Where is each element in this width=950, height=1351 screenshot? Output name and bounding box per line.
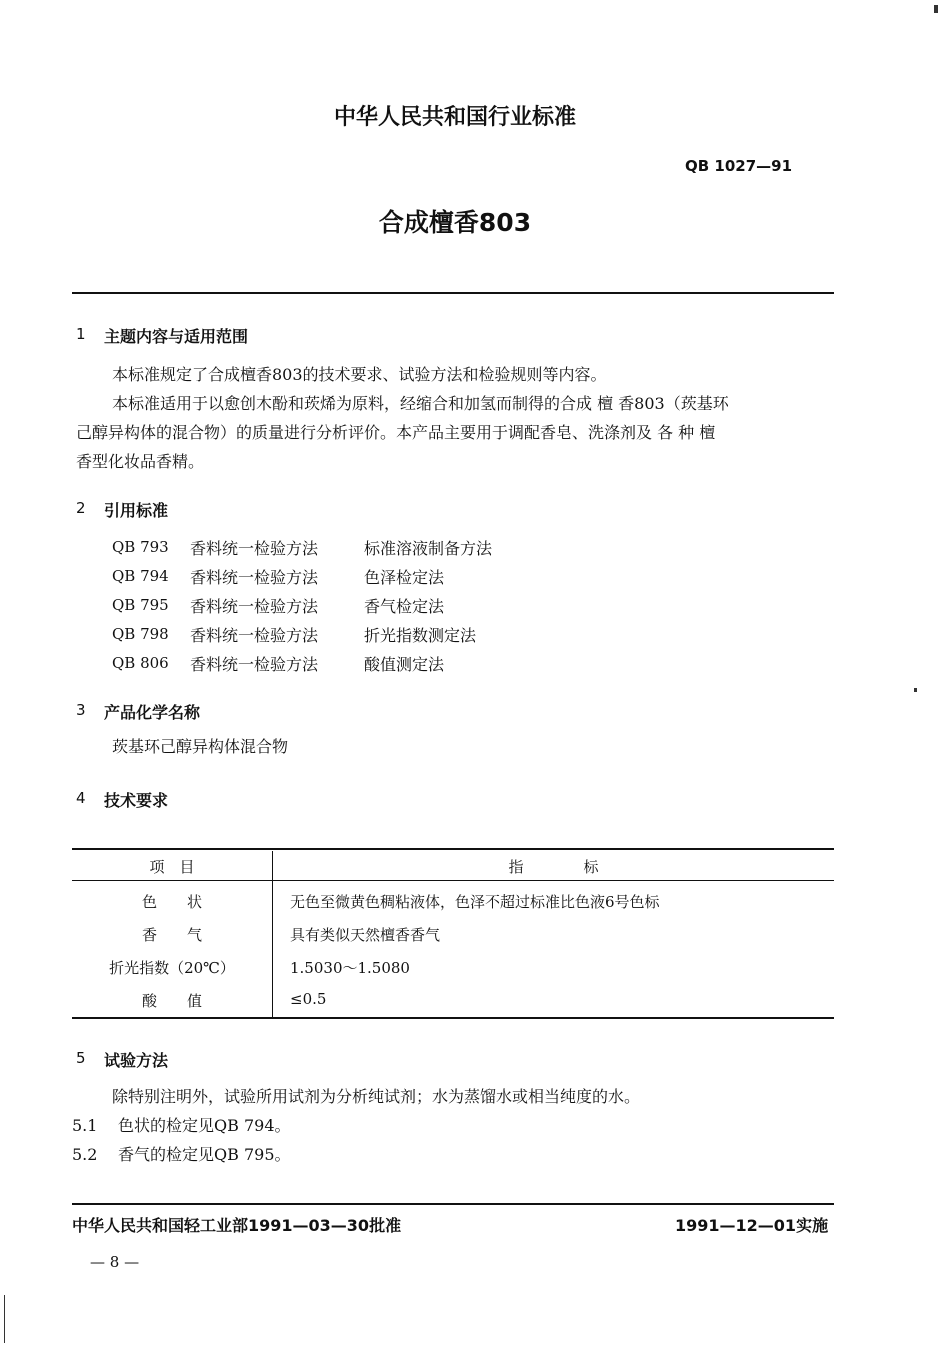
section-3-title: 产品化学名称 <box>104 703 201 722</box>
section-5-paragraph: 除特别注明外，试验所用试剂为分析纯试剂；水为蒸馏水或相当纯度的水。 <box>112 1087 641 1106</box>
table-top-rule <box>72 848 834 850</box>
subsection-5-1-number: 5.1 <box>72 1116 98 1135</box>
section-5-title: 试验方法 <box>104 1051 169 1070</box>
subsection-5-2-number: 5.2 <box>72 1145 98 1164</box>
reference-name: 色泽检定法 <box>364 568 445 587</box>
reference-code: QB 793 <box>112 538 169 556</box>
section-3-chemical-name: 莰基环己醇异构体混合物 <box>112 737 289 756</box>
reference-code: QB 794 <box>112 567 169 585</box>
table-bottom-rule <box>72 1017 834 1019</box>
table-cell-item: 折光指数（20℃） <box>109 959 235 977</box>
section-4-title: 技术要求 <box>104 791 169 810</box>
table-cell-item: 香 气 <box>141 926 202 944</box>
reference-category: 香料统一检验方法 <box>190 568 319 587</box>
table-cell-item: 色 状 <box>141 893 202 911</box>
reference-name: 香气检定法 <box>364 597 445 616</box>
subsection-5-1-text: 色状的检定见QB 794。 <box>118 1116 291 1135</box>
page-number: — 8 — <box>90 1253 140 1271</box>
reference-category: 香料统一检验方法 <box>190 626 319 645</box>
reference-name: 酸值测定法 <box>364 655 445 674</box>
section-1-title: 主题内容与适用范围 <box>104 327 249 346</box>
table-header-rule <box>72 880 834 881</box>
reference-name: 折光指数测定法 <box>364 626 477 645</box>
header-divider <box>72 292 834 294</box>
reference-category: 香料统一检验方法 <box>190 597 319 616</box>
scan-mark <box>934 5 938 13</box>
section-5-number: 5 <box>76 1049 86 1067</box>
table-cell-spec: 1.5030～1.5080 <box>290 959 410 977</box>
reference-category: 香料统一检验方法 <box>190 539 319 558</box>
effective-date: 1991—12—01实施 <box>675 1216 829 1235</box>
table-header-spec: 指 标 <box>508 858 599 876</box>
table-cell-spec: 具有类似天然檀香香气 <box>290 926 441 944</box>
approval-date: 中华人民共和国轻工业部1991—03—30批准 <box>72 1216 402 1235</box>
subsection-5-2-text: 香气的检定见QB 795。 <box>118 1145 291 1164</box>
section-4-number: 4 <box>76 789 86 807</box>
footer-divider <box>72 1203 834 1205</box>
section-1-paragraph-1: 本标准规定了合成檀香803的技术要求、试验方法和检验规则等内容。 <box>112 365 607 384</box>
table-cell-item: 酸 值 <box>141 992 202 1010</box>
table-cell-spec: 无色至微黄色稠粘液体，色泽不超过标准比色液6号色标 <box>290 893 660 911</box>
issuing-authority-heading: 中华人民共和国行业标准 <box>333 105 576 130</box>
section-2-number: 2 <box>76 499 86 517</box>
standard-code: QB 1027—91 <box>685 157 793 175</box>
section-3-number: 3 <box>76 701 86 719</box>
reference-code: QB 798 <box>112 625 169 643</box>
scan-mark <box>4 1295 5 1343</box>
reference-category: 香料统一检验方法 <box>190 655 319 674</box>
document-title: 合成檀香803 <box>378 208 532 237</box>
table-header-item: 项 目 <box>149 858 195 876</box>
reference-code: QB 806 <box>112 654 169 672</box>
reference-name: 标准溶液制备方法 <box>364 539 493 558</box>
section-2-title: 引用标准 <box>104 501 169 520</box>
section-1-number: 1 <box>76 325 86 343</box>
section-1-paragraph-2-line-2: 己醇异构体的混合物）的质量进行分析评价。本产品主要用于调配香皂、洗涤剂及 各 种 檀 <box>76 423 716 442</box>
table-cell-spec: ≤0.5 <box>290 990 327 1008</box>
scan-mark <box>914 688 917 692</box>
reference-code: QB 795 <box>112 596 169 614</box>
section-1-paragraph-2-line-3: 香型化妆品香精。 <box>76 452 205 471</box>
section-1-paragraph-2-line-1: 本标准适用于以愈创木酚和莰烯为原料，经缩合和加氢而制得的合成 檀 香803（莰基环 <box>112 394 729 413</box>
